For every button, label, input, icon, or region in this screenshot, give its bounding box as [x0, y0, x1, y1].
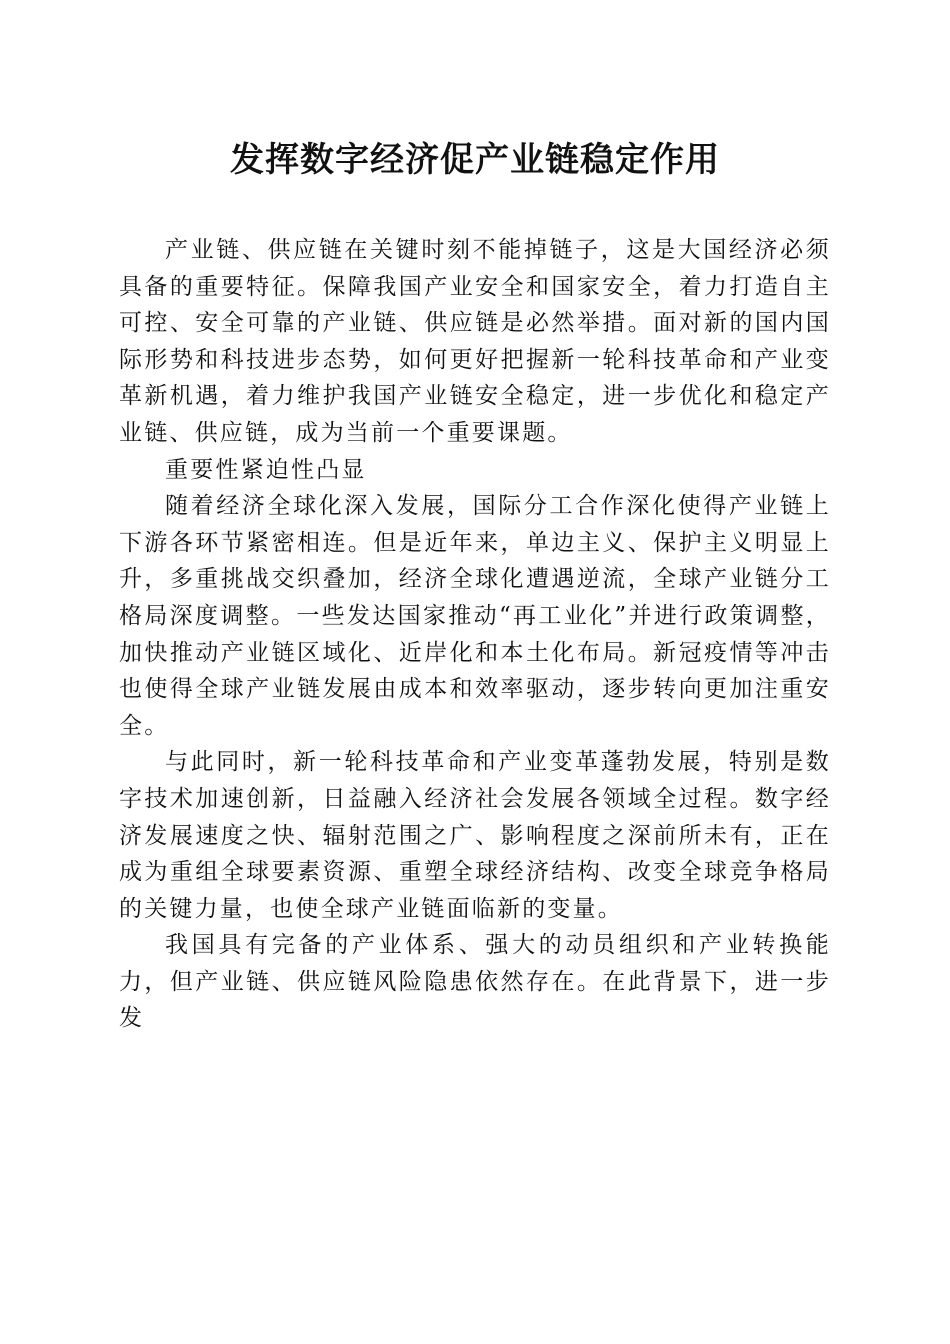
intro-paragraph: 产业链、供应链在关键时刻不能掉链子，这是大国经济必须具备的重要特征。保障我国产业安全和国家安全，着力打造自主可控、安全可靠的产业链、供应链是必然举措。面对新的国内国际形势和科技进步态势，如何更好把握新一轮科技革命和产业变革新机遇，着力维护我国产业链安全稳定，进一步优化和稳定产业链、供应链，成为当前一个重要课题。	[119, 237, 831, 446]
section-heading: 重要性紧迫性凸显	[165, 456, 367, 483]
document-body	[119, 232, 831, 1037]
body-paragraph: 我国具有完备的产业体系、强大的动员组织和产业转换能力，但产业链、供应链风险隐患依然存在。在此背景下，进一步发	[119, 932, 831, 1032]
document-title: 发挥数字经济促产业链稳定作用	[230, 140, 720, 180]
body-paragraph: 与此同时，新一轮科技革命和产业变革蓬勃发展，特别是数字技术加速创新，日益融入经济社会发展各领域全过程。数字经济发展速度之快、辐射范围之广、影响程度之深前所未有，正在成为重组全球要素资源、重塑全球经济结构、改变全球竞争格局的关键力量，也使全球产业链面临新的变量。	[119, 749, 831, 922]
body-paragraph: 随着经济全球化深入发展，国际分工合作深化使得产业链上下游各环节紧密相连。但是近年来，单边主义、保护主义明显上升，多重挑战交织叠加，经济全球化遭遇逆流，全球产业链分工格局深度调整。一些发达国家推动“再工业化”并进行政策调整，加快推动产业链区域化、近岸化和本土化布局。新冠疫情等冲击也使得全球产业链发展由成本和效率驱动，逐步转向更加注重安全。	[119, 493, 831, 739]
